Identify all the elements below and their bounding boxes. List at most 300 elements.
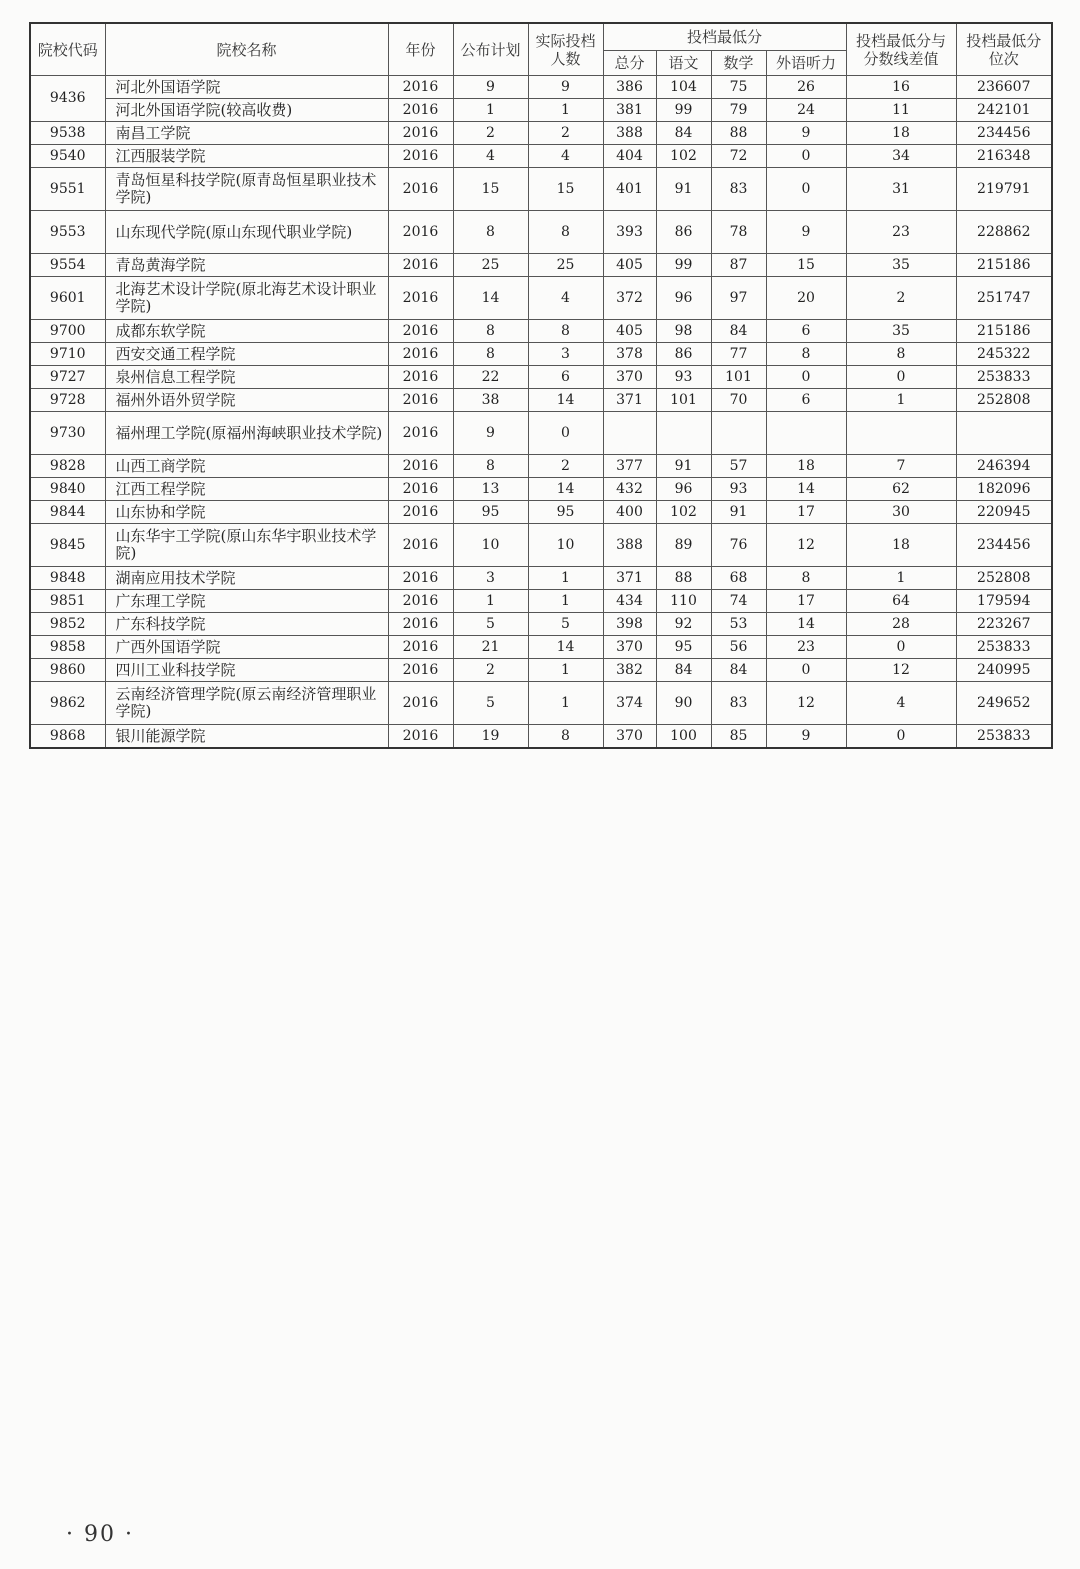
cell-school-name: 云南经济管理学院(原云南经济管理职业学院) (105, 682, 388, 725)
cell-year: 2016 (388, 590, 453, 613)
cell-chinese: 96 (656, 478, 711, 501)
cell-math: 87 (711, 254, 766, 277)
cell-year: 2016 (388, 725, 453, 749)
cell-chinese: 84 (656, 659, 711, 682)
admissions-table-sheet (29, 22, 1051, 749)
cell-actual: 25 (528, 254, 603, 277)
cell-plan: 21 (453, 636, 528, 659)
cell-rank: 242101 (956, 99, 1052, 122)
header-actual: 实际投档人数 (528, 23, 603, 76)
cell-diff: 64 (846, 590, 956, 613)
cell-school-name: 山东现代学院(原山东现代职业学院) (105, 211, 388, 254)
cell-chinese: 101 (656, 389, 711, 412)
cell-code: 9844 (30, 501, 105, 524)
cell-diff: 35 (846, 254, 956, 277)
cell-actual: 2 (528, 455, 603, 478)
cell-listening: 6 (766, 320, 846, 343)
cell-listening: 23 (766, 636, 846, 659)
cell-math: 70 (711, 389, 766, 412)
cell-plan: 19 (453, 725, 528, 749)
cell-diff: 35 (846, 320, 956, 343)
cell-school-name: 西安交通工程学院 (105, 343, 388, 366)
cell-diff: 1 (846, 567, 956, 590)
cell-school-name: 湖南应用技术学院 (105, 567, 388, 590)
cell-chinese: 104 (656, 76, 711, 99)
cell-listening: 26 (766, 76, 846, 99)
cell-rank: 215186 (956, 254, 1052, 277)
cell-chinese: 98 (656, 320, 711, 343)
cell-total: 393 (603, 211, 656, 254)
cell-listening (766, 412, 846, 455)
table-row (30, 613, 1052, 636)
cell-code: 9554 (30, 254, 105, 277)
cell-school-name: 北海艺术设计学院(原北海艺术设计职业学院) (105, 277, 388, 320)
cell-code: 9553 (30, 211, 105, 254)
cell-plan: 13 (453, 478, 528, 501)
cell-rank: 253833 (956, 725, 1052, 749)
table-row (30, 254, 1052, 277)
cell-plan: 9 (453, 76, 528, 99)
cell-diff (846, 412, 956, 455)
cell-total: 370 (603, 366, 656, 389)
cell-rank: 245322 (956, 343, 1052, 366)
cell-actual: 14 (528, 636, 603, 659)
cell-code: 9540 (30, 145, 105, 168)
cell-actual: 3 (528, 343, 603, 366)
cell-math: 74 (711, 590, 766, 613)
cell-actual: 1 (528, 567, 603, 590)
cell-actual: 1 (528, 99, 603, 122)
cell-school-name: 青岛恒星科技学院(原青岛恒星职业技术学院) (105, 168, 388, 211)
cell-school-name: 山东协和学院 (105, 501, 388, 524)
cell-rank: 234456 (956, 122, 1052, 145)
cell-year: 2016 (388, 277, 453, 320)
cell-plan: 5 (453, 613, 528, 636)
cell-plan: 22 (453, 366, 528, 389)
cell-plan: 8 (453, 320, 528, 343)
cell-chinese: 92 (656, 613, 711, 636)
cell-actual: 0 (528, 412, 603, 455)
cell-listening: 6 (766, 389, 846, 412)
cell-school-name: 广东科技学院 (105, 613, 388, 636)
cell-year: 2016 (388, 478, 453, 501)
cell-math: 101 (711, 366, 766, 389)
table-row (30, 389, 1052, 412)
cell-plan: 5 (453, 682, 528, 725)
cell-school-name: 泉州信息工程学院 (105, 366, 388, 389)
cell-chinese: 95 (656, 636, 711, 659)
cell-year: 2016 (388, 636, 453, 659)
cell-diff: 23 (846, 211, 956, 254)
cell-rank: 249652 (956, 682, 1052, 725)
cell-total: 378 (603, 343, 656, 366)
table-row (30, 636, 1052, 659)
header-row-top (30, 23, 1052, 51)
cell-listening: 9 (766, 211, 846, 254)
table-row (30, 211, 1052, 254)
cell-diff: 30 (846, 501, 956, 524)
cell-plan: 38 (453, 389, 528, 412)
cell-listening: 17 (766, 590, 846, 613)
cell-rank: 240995 (956, 659, 1052, 682)
cell-code: 9848 (30, 567, 105, 590)
cell-diff: 62 (846, 478, 956, 501)
cell-plan: 1 (453, 99, 528, 122)
cell-total: 405 (603, 254, 656, 277)
cell-rank: 216348 (956, 145, 1052, 168)
cell-diff: 1 (846, 389, 956, 412)
cell-total: 434 (603, 590, 656, 613)
cell-code: 9728 (30, 389, 105, 412)
table-row (30, 590, 1052, 613)
cell-diff: 0 (846, 725, 956, 749)
table-row (30, 412, 1052, 455)
cell-listening: 9 (766, 122, 846, 145)
cell-total: 388 (603, 122, 656, 145)
cell-year: 2016 (388, 366, 453, 389)
header-total: 总分 (603, 51, 656, 76)
cell-code: 9852 (30, 613, 105, 636)
cell-plan: 95 (453, 501, 528, 524)
header-plan: 公布计划 (453, 23, 528, 76)
cell-plan: 10 (453, 524, 528, 567)
cell-diff: 16 (846, 76, 956, 99)
cell-code: 9840 (30, 478, 105, 501)
cell-year: 2016 (388, 567, 453, 590)
cell-plan: 14 (453, 277, 528, 320)
cell-rank: 251747 (956, 277, 1052, 320)
cell-listening: 9 (766, 725, 846, 749)
cell-year: 2016 (388, 412, 453, 455)
cell-code: 9858 (30, 636, 105, 659)
cell-rank: 182096 (956, 478, 1052, 501)
cell-listening: 12 (766, 524, 846, 567)
cell-diff: 34 (846, 145, 956, 168)
cell-rank: 253833 (956, 366, 1052, 389)
cell-math: 83 (711, 168, 766, 211)
cell-diff: 4 (846, 682, 956, 725)
cell-total: 370 (603, 636, 656, 659)
cell-actual: 2 (528, 122, 603, 145)
cell-plan: 15 (453, 168, 528, 211)
cell-plan: 2 (453, 122, 528, 145)
table-row (30, 501, 1052, 524)
cell-code: 9551 (30, 168, 105, 211)
cell-school-name: 河北外国语学院(较高收费) (105, 99, 388, 122)
cell-actual: 10 (528, 524, 603, 567)
cell-chinese: 91 (656, 168, 711, 211)
cell-chinese: 86 (656, 211, 711, 254)
table-row (30, 343, 1052, 366)
cell-year: 2016 (388, 389, 453, 412)
cell-plan: 1 (453, 590, 528, 613)
cell-listening: 0 (766, 366, 846, 389)
cell-school-name: 山西工商学院 (105, 455, 388, 478)
cell-math: 79 (711, 99, 766, 122)
cell-listening: 24 (766, 99, 846, 122)
cell-rank: 220945 (956, 501, 1052, 524)
cell-actual: 8 (528, 211, 603, 254)
table-row (30, 168, 1052, 211)
cell-actual: 1 (528, 590, 603, 613)
cell-listening: 17 (766, 501, 846, 524)
cell-school-name: 广西外国语学院 (105, 636, 388, 659)
cell-rank: 246394 (956, 455, 1052, 478)
cell-math: 85 (711, 725, 766, 749)
cell-year: 2016 (388, 659, 453, 682)
cell-math: 88 (711, 122, 766, 145)
table-row (30, 478, 1052, 501)
cell-total: 377 (603, 455, 656, 478)
cell-rank (956, 412, 1052, 455)
cell-chinese: 90 (656, 682, 711, 725)
table-row (30, 277, 1052, 320)
cell-diff: 0 (846, 636, 956, 659)
cell-total: 386 (603, 76, 656, 99)
cell-year: 2016 (388, 168, 453, 211)
page-number: · 90 · (66, 1522, 134, 1547)
cell-year: 2016 (388, 320, 453, 343)
header-diff: 投档最低分与分数线差值 (846, 23, 956, 76)
cell-code: 9538 (30, 122, 105, 145)
table-body (30, 76, 1052, 749)
cell-total: 370 (603, 725, 656, 749)
cell-diff: 18 (846, 122, 956, 145)
cell-diff: 31 (846, 168, 956, 211)
header-chinese: 语文 (656, 51, 711, 76)
cell-rank: 179594 (956, 590, 1052, 613)
cell-chinese: 84 (656, 122, 711, 145)
cell-total: 371 (603, 389, 656, 412)
cell-listening: 8 (766, 343, 846, 366)
cell-total: 432 (603, 478, 656, 501)
cell-year: 2016 (388, 613, 453, 636)
table-row (30, 659, 1052, 682)
cell-chinese: 89 (656, 524, 711, 567)
cell-chinese: 86 (656, 343, 711, 366)
cell-code: 9851 (30, 590, 105, 613)
cell-total: 388 (603, 524, 656, 567)
cell-listening: 0 (766, 168, 846, 211)
cell-chinese: 102 (656, 145, 711, 168)
header-math: 数学 (711, 51, 766, 76)
cell-rank: 236607 (956, 76, 1052, 99)
cell-math (711, 412, 766, 455)
cell-code: 9828 (30, 455, 105, 478)
cell-code: 9710 (30, 343, 105, 366)
cell-math: 91 (711, 501, 766, 524)
cell-total: 404 (603, 145, 656, 168)
table-row (30, 145, 1052, 168)
cell-year: 2016 (388, 76, 453, 99)
cell-school-name: 福州理工学院(原福州海峡职业技术学院) (105, 412, 388, 455)
cell-diff: 18 (846, 524, 956, 567)
cell-actual: 1 (528, 682, 603, 725)
table-row (30, 320, 1052, 343)
cell-math: 53 (711, 613, 766, 636)
header-rank: 投档最低分位次 (956, 23, 1052, 76)
cell-math: 57 (711, 455, 766, 478)
cell-listening: 14 (766, 613, 846, 636)
cell-math: 72 (711, 145, 766, 168)
cell-total (603, 412, 656, 455)
header-min-score-group: 投档最低分 (603, 23, 846, 51)
cell-rank: 234456 (956, 524, 1052, 567)
cell-plan: 3 (453, 567, 528, 590)
cell-plan: 8 (453, 211, 528, 254)
cell-math: 75 (711, 76, 766, 99)
cell-plan: 8 (453, 343, 528, 366)
cell-chinese: 96 (656, 277, 711, 320)
cell-year: 2016 (388, 455, 453, 478)
cell-school-name: 广东理工学院 (105, 590, 388, 613)
cell-actual: 8 (528, 320, 603, 343)
cell-diff: 0 (846, 366, 956, 389)
table-row (30, 76, 1052, 99)
cell-year: 2016 (388, 99, 453, 122)
cell-school-name: 成都东软学院 (105, 320, 388, 343)
cell-school-name: 江西工程学院 (105, 478, 388, 501)
cell-chinese: 99 (656, 99, 711, 122)
cell-rank: 223267 (956, 613, 1052, 636)
cell-total: 382 (603, 659, 656, 682)
cell-code: 9862 (30, 682, 105, 725)
cell-school-name: 河北外国语学院 (105, 76, 388, 99)
cell-year: 2016 (388, 524, 453, 567)
table-row (30, 725, 1052, 749)
cell-math: 76 (711, 524, 766, 567)
cell-plan: 2 (453, 659, 528, 682)
cell-chinese: 91 (656, 455, 711, 478)
cell-chinese: 100 (656, 725, 711, 749)
cell-code: 9601 (30, 277, 105, 320)
cell-total: 398 (603, 613, 656, 636)
cell-listening: 12 (766, 682, 846, 725)
table-row (30, 567, 1052, 590)
cell-listening: 0 (766, 659, 846, 682)
cell-code: 9436 (30, 76, 105, 122)
cell-listening: 18 (766, 455, 846, 478)
cell-code: 9845 (30, 524, 105, 567)
cell-year: 2016 (388, 211, 453, 254)
cell-rank: 252808 (956, 567, 1052, 590)
cell-school-name: 江西服装学院 (105, 145, 388, 168)
table-row (30, 455, 1052, 478)
cell-total: 381 (603, 99, 656, 122)
cell-plan: 4 (453, 145, 528, 168)
cell-total: 372 (603, 277, 656, 320)
header-code: 院校代码 (30, 23, 105, 76)
cell-listening: 14 (766, 478, 846, 501)
cell-diff: 2 (846, 277, 956, 320)
cell-diff: 28 (846, 613, 956, 636)
cell-plan: 8 (453, 455, 528, 478)
header-year: 年份 (388, 23, 453, 76)
cell-school-name: 南昌工学院 (105, 122, 388, 145)
cell-chinese (656, 412, 711, 455)
cell-school-name: 福州外语外贸学院 (105, 389, 388, 412)
cell-chinese: 102 (656, 501, 711, 524)
header-listening: 外语听力 (766, 51, 846, 76)
cell-rank: 253833 (956, 636, 1052, 659)
cell-actual: 9 (528, 76, 603, 99)
cell-rank: 215186 (956, 320, 1052, 343)
cell-math: 93 (711, 478, 766, 501)
cell-total: 401 (603, 168, 656, 211)
cell-actual: 15 (528, 168, 603, 211)
cell-actual: 1 (528, 659, 603, 682)
cell-school-name: 四川工业科技学院 (105, 659, 388, 682)
cell-rank: 219791 (956, 168, 1052, 211)
cell-math: 84 (711, 320, 766, 343)
cell-chinese: 93 (656, 366, 711, 389)
cell-diff: 8 (846, 343, 956, 366)
cell-year: 2016 (388, 145, 453, 168)
cell-total: 371 (603, 567, 656, 590)
cell-math: 84 (711, 659, 766, 682)
cell-diff: 12 (846, 659, 956, 682)
cell-code: 9868 (30, 725, 105, 749)
cell-school-name: 银川能源学院 (105, 725, 388, 749)
cell-total: 400 (603, 501, 656, 524)
cell-plan: 9 (453, 412, 528, 455)
cell-total: 374 (603, 682, 656, 725)
admissions-table (29, 22, 1053, 749)
cell-code: 9700 (30, 320, 105, 343)
table-row (30, 122, 1052, 145)
table-row (30, 366, 1052, 389)
cell-chinese: 88 (656, 567, 711, 590)
cell-math: 56 (711, 636, 766, 659)
table-row (30, 99, 1052, 122)
cell-year: 2016 (388, 343, 453, 366)
cell-actual: 95 (528, 501, 603, 524)
cell-diff: 11 (846, 99, 956, 122)
cell-actual: 14 (528, 478, 603, 501)
cell-school-name: 山东华宇工学院(原山东华宇职业技术学院) (105, 524, 388, 567)
cell-listening: 15 (766, 254, 846, 277)
table-row (30, 524, 1052, 567)
cell-total: 405 (603, 320, 656, 343)
cell-actual: 14 (528, 389, 603, 412)
cell-plan: 25 (453, 254, 528, 277)
cell-code: 9727 (30, 366, 105, 389)
cell-listening: 20 (766, 277, 846, 320)
cell-actual: 8 (528, 725, 603, 749)
cell-rank: 228862 (956, 211, 1052, 254)
cell-actual: 4 (528, 277, 603, 320)
cell-year: 2016 (388, 501, 453, 524)
cell-school-name: 青岛黄海学院 (105, 254, 388, 277)
cell-math: 97 (711, 277, 766, 320)
cell-math: 83 (711, 682, 766, 725)
cell-code: 9730 (30, 412, 105, 455)
cell-chinese: 110 (656, 590, 711, 613)
header-name: 院校名称 (105, 23, 388, 76)
cell-actual: 4 (528, 145, 603, 168)
cell-chinese: 99 (656, 254, 711, 277)
cell-actual: 6 (528, 366, 603, 389)
cell-math: 78 (711, 211, 766, 254)
cell-code: 9860 (30, 659, 105, 682)
cell-rank: 252808 (956, 389, 1052, 412)
cell-diff: 7 (846, 455, 956, 478)
cell-actual: 5 (528, 613, 603, 636)
cell-year: 2016 (388, 682, 453, 725)
cell-listening: 0 (766, 145, 846, 168)
cell-listening: 8 (766, 567, 846, 590)
table-row (30, 682, 1052, 725)
